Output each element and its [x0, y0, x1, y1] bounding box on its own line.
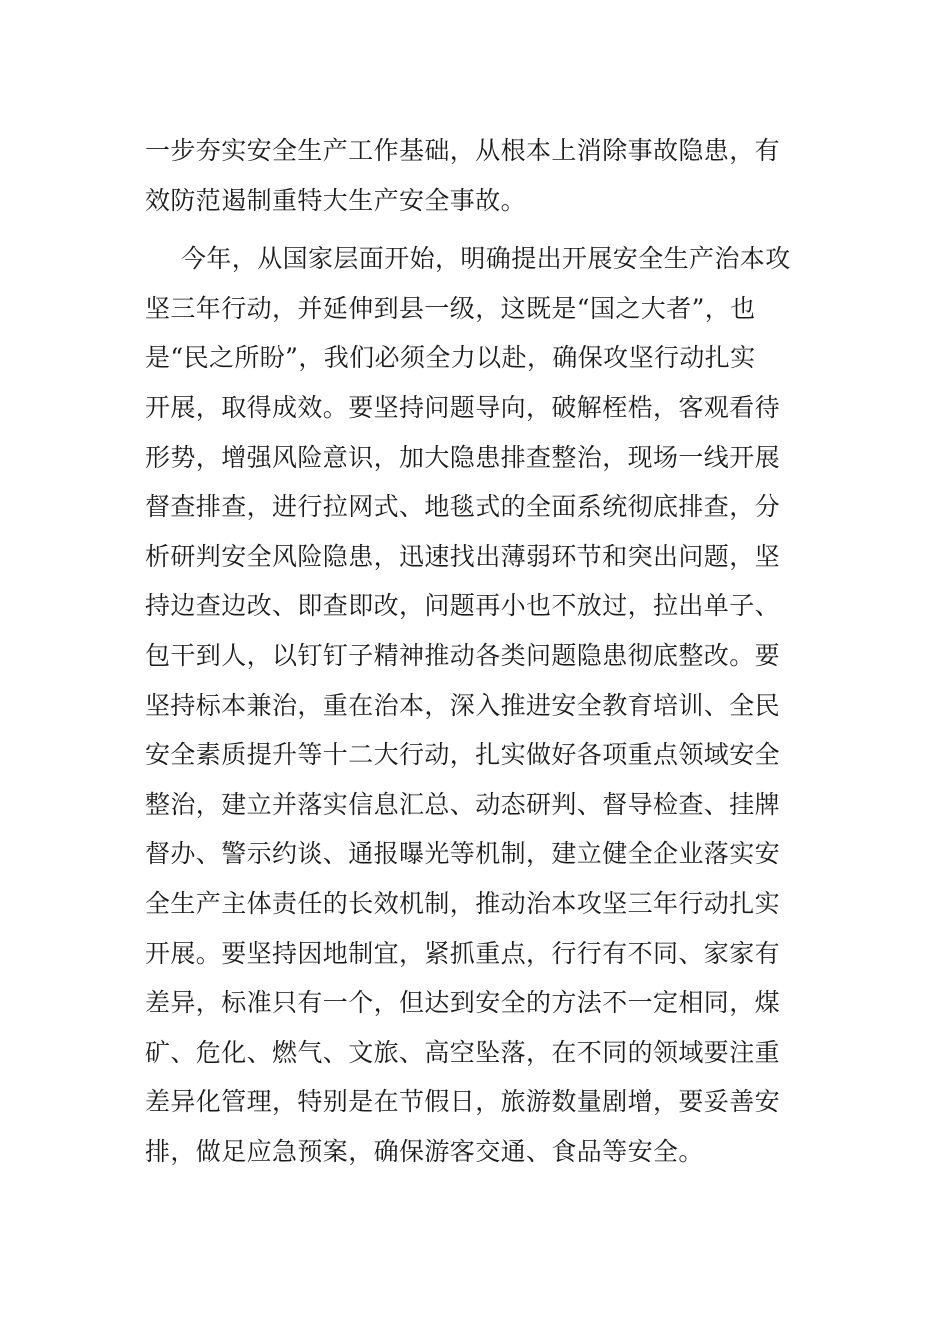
- paragraph-1: [145, 126, 805, 225]
- paragraph-2: [145, 234, 805, 1176]
- text-line: 矿、危化、燃气、文旅、高空坠落，在不同的领域要注重: [145, 1037, 781, 1067]
- text-line: 差异化管理，特别是在节假日，旅游数量剧增，要妥善安: [145, 1087, 781, 1117]
- text-line: 开展，取得成效。要坚持问题导向，破解桎梏，客观看待: [145, 392, 781, 422]
- text-line: 整治，建立并落实信息汇总、动态研判、督导检查、挂牌: [145, 789, 781, 819]
- text-line: 坚持标本兼治，重在治本，深入推进安全教育培训、全民: [145, 690, 781, 720]
- text-line: 包干到人，以钉钉子精神推动各类问题隐患彻底整改。要: [145, 640, 781, 670]
- text-line: 效防范遏制重特大生产安全事故。: [145, 185, 527, 215]
- text-line: 坚三年行动，并延伸到县一级，这既是“国之大者”，也: [145, 293, 756, 323]
- text-line: 今年，从国家层面开始，明确提出开展安全生产治本攻: [181, 244, 791, 274]
- text-line: 开展。要坚持因地制宜，紧抓重点，行行有不同、家家有: [145, 938, 781, 968]
- text-line: 安全素质提升等十二大行动，扎实做好各项重点领域安全: [145, 740, 781, 770]
- text-line: 形势，增强风险意识，加大隐患排查整治，现场一线开展: [145, 442, 781, 472]
- text-line: 排，做足应急预案，确保游客交通、食品等安全。: [145, 1136, 704, 1166]
- text-line: 差异，标准只有一个，但达到安全的方法不一定相同，煤: [145, 988, 781, 1018]
- text-line: 析研判安全风险隐患，迅速找出薄弱环节和突出问题，坚: [145, 541, 781, 571]
- text-line: 是“民之所盼”，我们必须全力以赴，确保攻坚行动扎实: [145, 343, 756, 373]
- text-line: 全生产主体责任的长效机制，推动治本攻坚三年行动扎实: [145, 888, 781, 918]
- text-line: 持边查边改、即查即改，问题再小也不放过，拉出单子、: [145, 591, 781, 621]
- text-line: 督办、警示约谈、通报曝光等机制，建立健全企业落实安: [145, 839, 781, 869]
- body-text: [145, 126, 805, 1176]
- text-line: 一步夯实安全生产工作基础，从根本上消除事故隐患，有: [145, 136, 781, 165]
- paragraph-spacing: [145, 225, 805, 234]
- text-line: 督查排查，进行拉网式、地毯式的全面系统彻底排查，分: [145, 492, 781, 522]
